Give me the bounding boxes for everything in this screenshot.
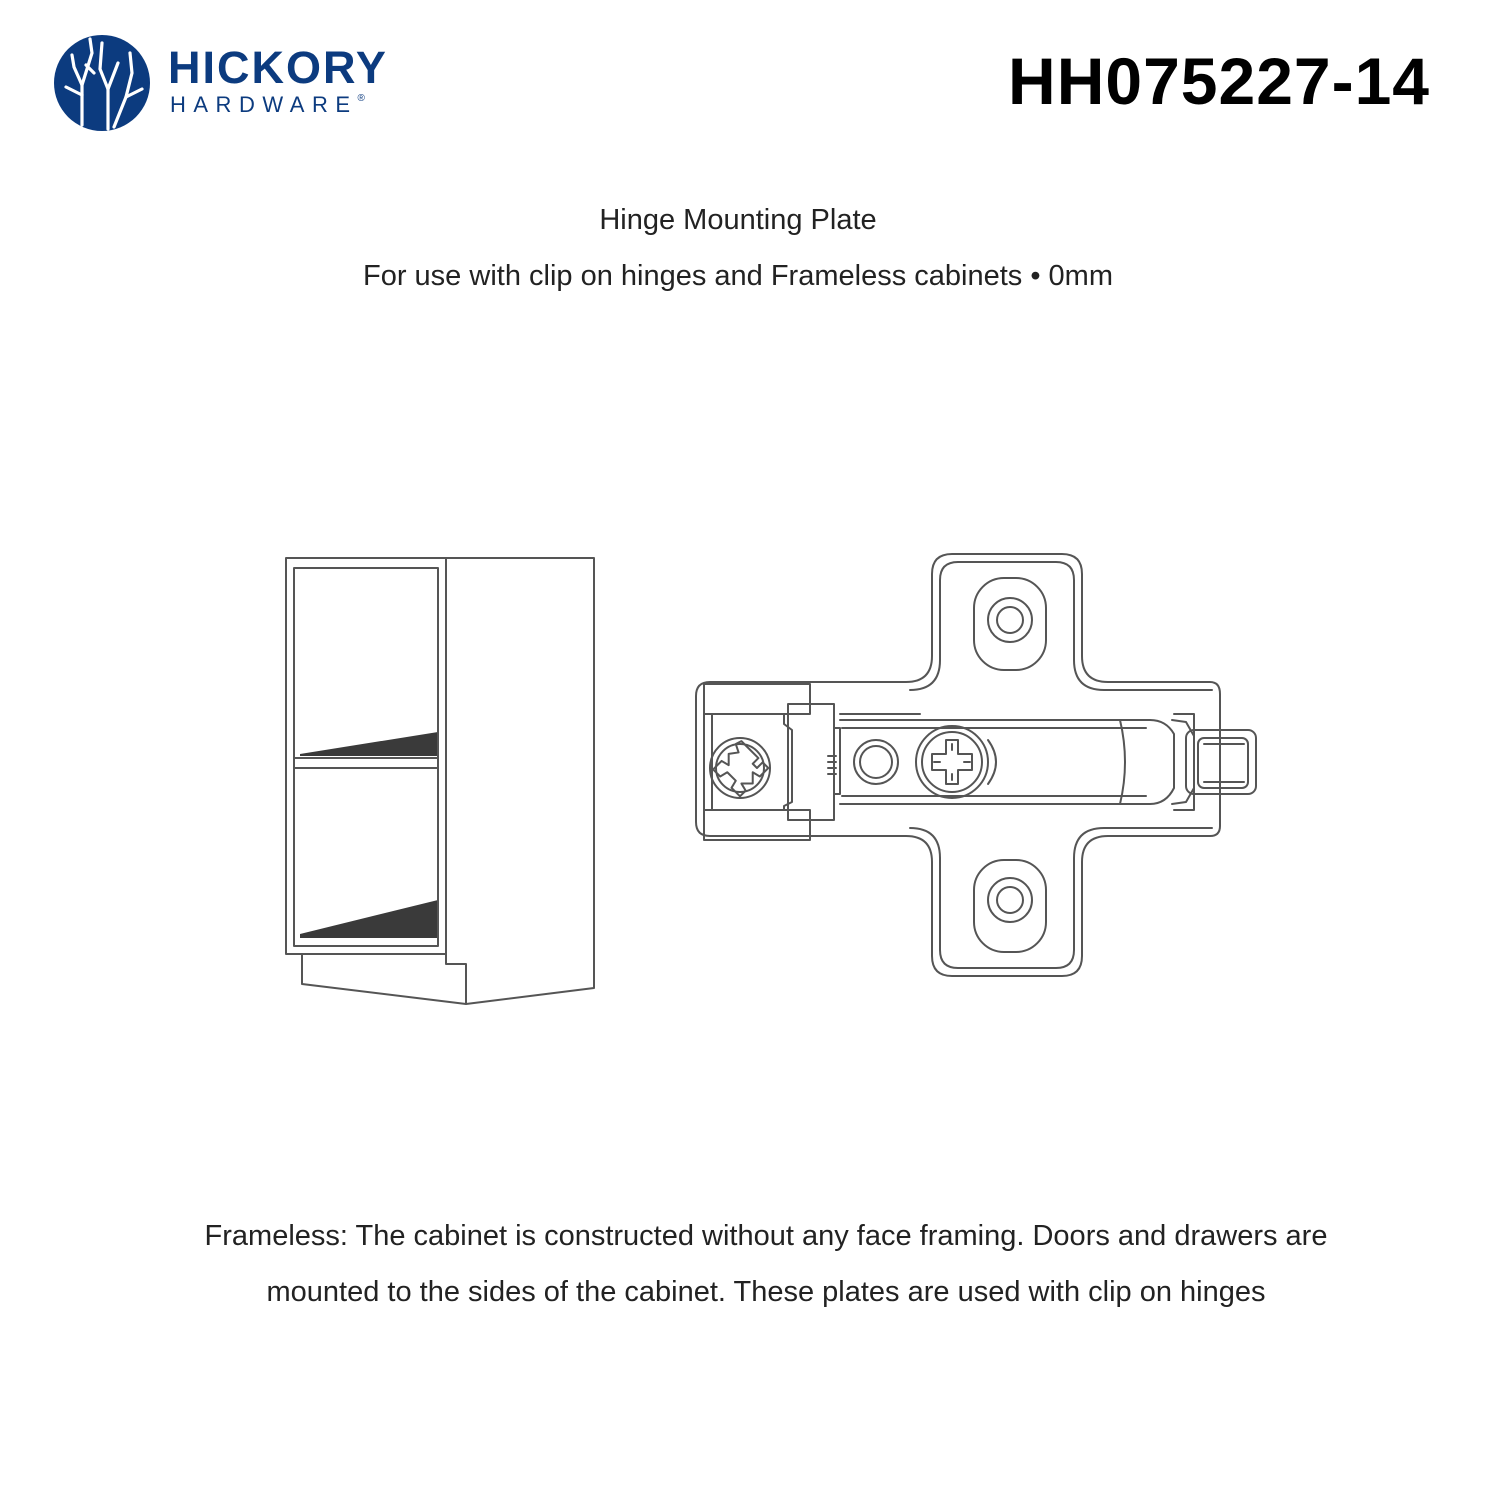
frameless-cabinet-illustration [280, 552, 610, 1012]
product-sku: HH075227-14 [1008, 44, 1430, 118]
brand-subname [170, 94, 365, 116]
brand-name: HICKORY [168, 42, 388, 93]
hickory-tree-icon [52, 33, 152, 133]
product-title: Hinge Mounting Plate [599, 204, 877, 236]
product-subtitle: For use with clip on hinges and Frameless cabinets • 0mm [363, 260, 1113, 292]
registered-mark: ® [357, 93, 365, 104]
frameless-description: Frameless: The cabinet is constructed without any face framing. Doors and drawers are mounted to the sides of the cabinet. These plates are used with clip on hinges [204, 1220, 1328, 1308]
brand-subname-text: HARDWARE [170, 92, 358, 117]
hinge-mounting-plate-illustration [690, 544, 1280, 984]
brand-logo [52, 33, 412, 133]
